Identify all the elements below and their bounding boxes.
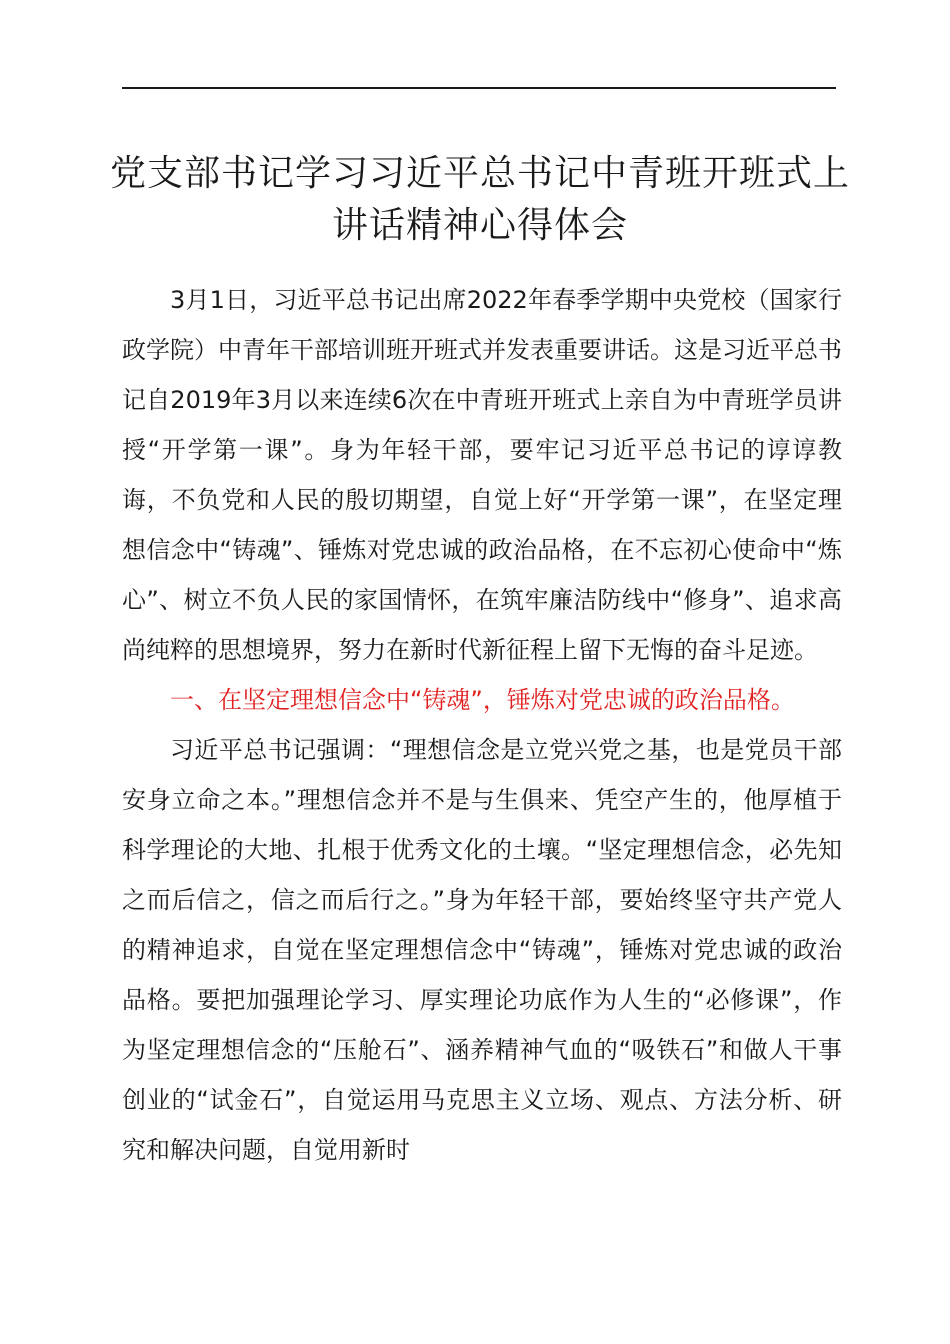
section-1-paragraph: 习近平总书记强调：“理想信念是立党兴党之基，也是党员干部安身立命之本。”理想信念并不是与生俱来、凭空产生的，他厚植于科学理论的大地、扎根于优秀文化的土壤。“坚定理想信念，必先知之而后信之，信之而后行之。”身为年轻干部，要始终坚守共产党人的精神追求，自觉在坚定理想信念中“铸魂”，锤炼对党忠诚的政治品格。要把加强理论学习、厚实理论功底作为人生的“必修课”，作为坚定理想信念的“压舱石”、涵养精神气血的“吸铁石”和做人干事创业的“试金石”，自觉运用马克思主义立场、观点、方法分析、研究和解决问题，自觉用新时	[122, 736, 842, 1164]
header-rule	[122, 87, 836, 89]
document-body	[122, 275, 842, 1175]
document-title	[100, 148, 860, 252]
title-line-1: 党支部书记学习习近平总书记中青班开班式上	[109, 153, 850, 194]
title-line-2: 讲话精神心得体会	[331, 205, 628, 246]
intro-paragraph: 3月1日，习近平总书记出席2022年春季学期中央党校（国家行政学院）中青年干部培训班开班式并发表重要讲话。这是习近平总书记自2019年3月以来连续6次在中青班开班式上亲自为中青班学员讲授“开学第一课”。身为年轻干部，要牢记习近平总书记的谆谆教诲，不负党和人民的殷切期望，自觉上好“开学第一课”，在坚定理想信念中“铸魂”、锤炼对党忠诚的政治品格，在不忘初心使命中“炼心”、树立不负人民的家国情怀，在筑牢廉洁防线中“修身”、追求高尚纯粹的思想境界，努力在新时代新征程上留下无悔的奋斗足迹。	[122, 286, 842, 664]
section-heading-1: 一、在坚定理想信念中“铸魂”，锤炼对党忠诚的政治品格。	[170, 686, 795, 714]
